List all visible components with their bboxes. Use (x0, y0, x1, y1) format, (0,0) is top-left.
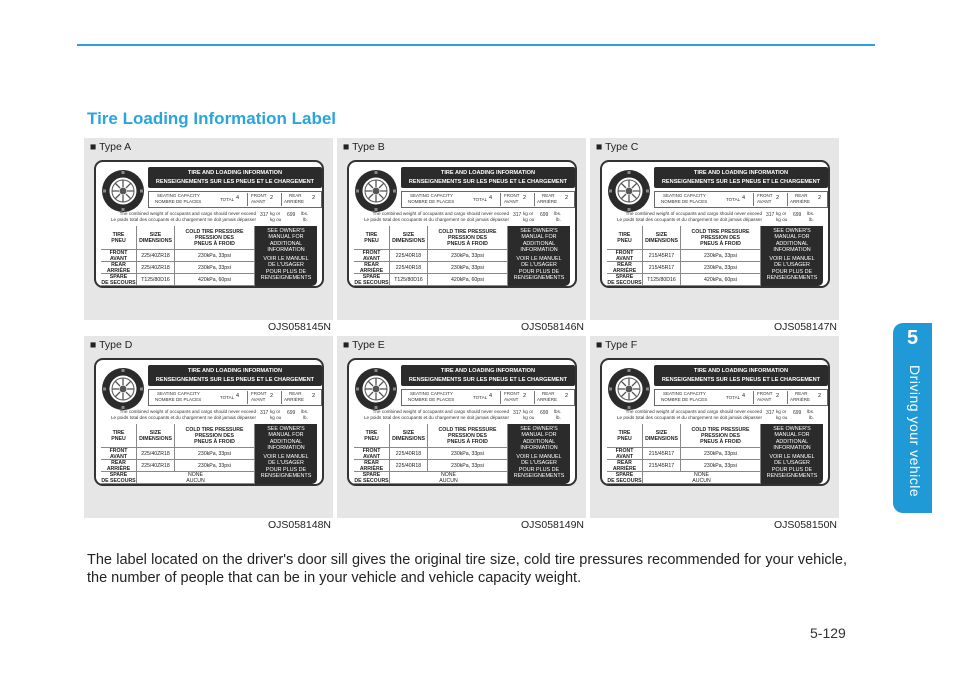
front-pressure: 230kPa, 33psi (681, 250, 761, 262)
spare-row-label: SPARE DE SECOURS (607, 273, 642, 286)
rear-row-label: REAR ARRIÈRE (354, 262, 390, 274)
front-seat-value: 2 (523, 393, 527, 399)
header-en: TIRE AND LOADING INFORMATION (693, 368, 789, 374)
tire-label (94, 358, 324, 486)
spare-none: NONE AUCUN (643, 472, 761, 484)
label-panel (590, 138, 839, 333)
label-panel (590, 336, 839, 531)
owners-manual-note: SEE OWNER'S MANUAL FOR ADDITIONAL INFORMATION VOIR LE MANUEL DE L'USAGER POUR PLUS DE RENSEIGNEMENTS (508, 226, 570, 286)
lbs-unit: lbs. (554, 409, 562, 414)
lbs-value: 699 (793, 212, 802, 218)
note-en: The combined weight of occupants and cargo should never exceed (119, 211, 256, 216)
pressure-col-header: COLD TIRE PRESSURE PRESSION DES PNEUS À FROID (681, 226, 761, 250)
tire-icon (353, 168, 399, 214)
seating-fr: NOMBRE DE PLACES (661, 199, 708, 204)
tire-table (607, 424, 823, 484)
kg-unit-fr: kg ou (523, 415, 535, 420)
front-seat-fr: AVANT (251, 199, 266, 204)
total-label: TOTAL (220, 197, 235, 202)
lbs-value: 699 (287, 212, 296, 218)
label-panel (84, 336, 333, 531)
spare-size: T125/80D16 (390, 274, 428, 286)
label-header (401, 365, 575, 386)
tire-icon (606, 366, 652, 412)
pressure-col-header: COLD TIRE PRESSURE PRESSION DES PNEUS À FROID (681, 424, 761, 448)
seating-fr: NOMBRE DE PLACES (661, 397, 708, 402)
kg-value: 317 (260, 410, 269, 416)
lbs-value: 699 (793, 410, 802, 416)
panel-type: ■ Type F (596, 339, 638, 351)
front-pressure: 230kPa, 33psi (428, 448, 508, 460)
spare-size: T125/80D16 (137, 274, 175, 286)
label-header (654, 365, 828, 386)
caption-text: The label located on the driver's door sill gives the original tire size, cold tire pressures recommended for your vehicle, the number of people that can be in your vehicle and vehicle capacity weight. (87, 552, 847, 586)
seating-en: SEATING CAPACITY (663, 391, 706, 396)
note-fr: Le poids total des occupants et du chargement ne doit jamais dépasser (616, 217, 762, 222)
label-panel (337, 336, 586, 531)
tire-table (101, 424, 317, 484)
size-col-header: SIZE DIMENSIONS (390, 226, 428, 250)
lbs-unit-fr: lb. (556, 415, 561, 420)
header-en: TIRE AND LOADING INFORMATION (693, 170, 789, 176)
tire-col-header: TIRE PNEU (607, 424, 643, 448)
kg-unit: kg or (776, 409, 787, 414)
note-en: The combined weight of occupants and cargo should never exceed (625, 211, 762, 216)
rear-size: 225/40ZR18 (137, 262, 175, 274)
spare-pressure: 420kPa, 60psi (428, 274, 508, 286)
pressure-col-header: COLD TIRE PRESSURE PRESSION DES PNEUS À FROID (428, 424, 508, 448)
label-header (401, 167, 575, 188)
lbs-value: 699 (540, 410, 549, 416)
front-row-label: FRONT AVANT (354, 250, 390, 262)
total-label: TOTAL (220, 395, 235, 400)
kg-unit-fr: kg ou (776, 415, 788, 420)
tire-icon (606, 168, 652, 214)
tire-table (354, 226, 570, 286)
total-value: 4 (489, 393, 493, 399)
owners-manual-note: SEE OWNER'S MANUAL FOR ADDITIONAL INFORMATION VOIR LE MANUEL DE L'USAGER POUR PLUS DE RENSEIGNEMENTS (761, 226, 823, 286)
front-row-label: FRONT AVANT (101, 448, 137, 460)
tire-col-header: TIRE PNEU (607, 226, 643, 250)
kg-unit: kg or (523, 211, 534, 216)
rear-pressure: 230kPa, 33psi (428, 460, 508, 472)
rear-seat-en: REAR (289, 193, 302, 198)
rear-size: 225/40R18 (390, 262, 428, 274)
size-col-header: SIZE DIMENSIONS (137, 424, 175, 448)
note-fr: Le poids total des occupants et du chargement ne doit jamais dépasser (616, 415, 762, 420)
kg-value: 317 (766, 212, 775, 218)
rear-seat-fr: ARRIÈRE (790, 397, 811, 402)
front-row-label: FRONT AVANT (101, 250, 137, 262)
total-label: TOTAL (473, 395, 488, 400)
rear-row-label: REAR ARRIÈRE (101, 262, 137, 274)
spare-row-label: SPARE DE SECOURS (354, 471, 389, 484)
chapter-name: Driving your vehicle (907, 365, 923, 498)
seating-en: SEATING CAPACITY (157, 193, 200, 198)
lbs-unit: lbs. (301, 409, 309, 414)
pressure-col-header: COLD TIRE PRESSURE PRESSION DES PNEUS À FROID (175, 226, 255, 250)
total-value: 4 (742, 393, 746, 399)
front-seat-fr: AVANT (757, 199, 772, 204)
image-code: OJS058150N (773, 519, 837, 531)
kg-unit: kg or (270, 409, 281, 414)
owners-manual-note: SEE OWNER'S MANUAL FOR ADDITIONAL INFORMATION VOIR LE MANUEL DE L'USAGER POUR PLUS DE RENSEIGNEMENTS (255, 424, 317, 484)
spare-pressure: 420kPa, 60psi (681, 274, 761, 286)
header-en: TIRE AND LOADING INFORMATION (440, 368, 536, 374)
spare-pressure: 420kPa, 60psi (175, 274, 255, 286)
total-label: TOTAL (726, 197, 741, 202)
rear-seat-en: REAR (542, 193, 555, 198)
tire-icon (100, 366, 146, 412)
lbs-unit-fr: lb. (556, 217, 561, 222)
lbs-unit-fr: lb. (809, 415, 814, 420)
lbs-unit-fr: lb. (809, 217, 814, 222)
front-seat-fr: AVANT (504, 199, 519, 204)
top-rule (77, 44, 875, 46)
front-size: 225/40ZR18 (137, 250, 175, 262)
lbs-unit: lbs. (807, 409, 815, 414)
header-en: TIRE AND LOADING INFORMATION (187, 368, 283, 374)
spare-size: T125/80D16 (643, 274, 681, 286)
size-col-header: SIZE DIMENSIONS (643, 226, 681, 250)
spare-row-label: SPARE DE SECOURS (101, 471, 136, 484)
tire-table (101, 226, 317, 286)
header-en: TIRE AND LOADING INFORMATION (440, 170, 536, 176)
pressure-col-header: COLD TIRE PRESSURE PRESSION DES PNEUS À FROID (428, 226, 508, 250)
rear-pressure: 230kPa, 33psi (681, 262, 761, 274)
header-en: TIRE AND LOADING INFORMATION (187, 170, 283, 176)
rear-row-label: REAR ARRIÈRE (101, 460, 137, 472)
header-fr: RENSEIGNEMENTS SUR LES PNEUS ET LE CHARGEMENT (155, 179, 315, 185)
kg-unit-fr: kg ou (270, 415, 282, 420)
rear-seat-fr: ARRIÈRE (790, 199, 811, 204)
front-size: 215/45R17 (643, 250, 681, 262)
total-label: TOTAL (473, 197, 488, 202)
lbs-value: 699 (287, 410, 296, 416)
note-en: The combined weight of occupants and cargo should never exceed (119, 409, 256, 414)
label-header (148, 167, 322, 188)
lbs-unit-fr: lb. (303, 217, 308, 222)
rear-pressure: 230kPa, 33psi (681, 460, 761, 472)
tire-icon (100, 168, 146, 214)
front-seat-en: FRONT (251, 391, 267, 396)
front-seat-value: 2 (776, 195, 780, 201)
image-code: OJS058148N (267, 519, 331, 531)
seating-box (148, 191, 322, 208)
tire-icon (353, 366, 399, 412)
image-code: OJS058149N (520, 519, 584, 531)
rear-seat-value: 2 (565, 393, 569, 399)
rear-size: 225/40ZR18 (137, 460, 175, 472)
seating-fr: NOMBRE DE PLACES (155, 199, 202, 204)
front-pressure: 230kPa, 33psi (175, 250, 255, 262)
rear-seat-fr: ARRIÈRE (537, 397, 558, 402)
tire-label (347, 358, 577, 486)
total-value: 4 (236, 393, 240, 399)
kg-value: 317 (766, 410, 775, 416)
front-pressure: 230kPa, 33psi (428, 250, 508, 262)
rear-seat-value: 2 (818, 393, 822, 399)
front-pressure: 230kPa, 33psi (175, 448, 255, 460)
rear-seat-en: REAR (542, 391, 555, 396)
front-row-label: FRONT AVANT (354, 448, 390, 460)
seating-box (401, 191, 575, 208)
pressure-col-header: COLD TIRE PRESSURE PRESSION DES PNEUS À FROID (175, 424, 255, 448)
kg-unit: kg or (523, 409, 534, 414)
tire-col-header: TIRE PNEU (354, 226, 390, 250)
rear-row-label: REAR ARRIÈRE (607, 262, 643, 274)
tire-label (600, 358, 830, 486)
tire-col-header: TIRE PNEU (101, 226, 137, 250)
front-seat-en: FRONT (251, 193, 267, 198)
note-en: The combined weight of occupants and cargo should never exceed (625, 409, 762, 414)
rear-size: 225/40R18 (390, 460, 428, 472)
rear-seat-value: 2 (565, 195, 569, 201)
rear-size: 215/45R17 (643, 262, 681, 274)
total-value: 4 (236, 195, 240, 201)
front-pressure: 230kPa, 33psi (681, 448, 761, 460)
seating-fr: NOMBRE DE PLACES (155, 397, 202, 402)
header-fr: RENSEIGNEMENTS SUR LES PNEUS ET LE CHARGEMENT (408, 377, 568, 383)
owners-manual-note: SEE OWNER'S MANUAL FOR ADDITIONAL INFORMATION VOIR LE MANUEL DE L'USAGER POUR PLUS DE RENSEIGNEMENTS (761, 424, 823, 484)
page-number: 5-129 (810, 625, 846, 641)
rear-seat-fr: ARRIÈRE (537, 199, 558, 204)
label-panel (337, 138, 586, 333)
owners-manual-note: SEE OWNER'S MANUAL FOR ADDITIONAL INFORMATION VOIR LE MANUEL DE L'USAGER POUR PLUS DE RENSEIGNEMENTS (255, 226, 317, 286)
rear-seat-en: REAR (795, 391, 808, 396)
lbs-unit: lbs. (301, 211, 309, 216)
kg-unit-fr: kg ou (270, 217, 282, 222)
panel-type: ■ Type A (90, 141, 132, 153)
note-en: The combined weight of occupants and cargo should never exceed (372, 409, 509, 414)
chapter-number: 5 (906, 327, 919, 349)
seating-fr: NOMBRE DE PLACES (408, 397, 455, 402)
front-seat-value: 2 (270, 393, 274, 399)
image-code: OJS058145N (267, 321, 331, 333)
panel-type: ■ Type E (343, 339, 385, 351)
note-fr: Le poids total des occupants et du chargement ne doit jamais dépasser (363, 415, 509, 420)
seating-box (148, 389, 322, 406)
rear-row-label: REAR ARRIÈRE (354, 460, 390, 472)
kg-unit-fr: kg ou (776, 217, 788, 222)
front-seat-fr: AVANT (757, 397, 772, 402)
header-fr: RENSEIGNEMENTS SUR LES PNEUS ET LE CHARGEMENT (661, 377, 821, 383)
kg-unit-fr: kg ou (523, 217, 535, 222)
front-seat-en: FRONT (757, 391, 773, 396)
spare-row-label: SPARE DE SECOURS (607, 471, 642, 484)
image-code: OJS058146N (520, 321, 584, 333)
section-title: Tire Loading Information Label (87, 109, 337, 128)
tire-label (600, 160, 830, 288)
rear-pressure: 230kPa, 33psi (175, 262, 255, 274)
spare-row-label: SPARE DE SECOURS (354, 273, 389, 286)
seating-fr: NOMBRE DE PLACES (408, 199, 455, 204)
image-code: OJS058147N (773, 321, 837, 333)
spare-none: NONE AUCUN (390, 472, 508, 484)
front-seat-en: FRONT (504, 193, 520, 198)
tire-label (94, 160, 324, 288)
panel-type: ■ Type C (596, 141, 639, 153)
note-fr: Le poids total des occupants et du chargement ne doit jamais dépasser (110, 415, 256, 420)
total-label: TOTAL (726, 395, 741, 400)
label-header (654, 167, 828, 188)
rear-seat-fr: ARRIÈRE (284, 397, 305, 402)
label-panel (84, 138, 333, 333)
rear-seat-value: 2 (312, 195, 316, 201)
rear-pressure: 230kPa, 33psi (428, 262, 508, 274)
rear-seat-en: REAR (795, 193, 808, 198)
tire-col-header: TIRE PNEU (101, 424, 137, 448)
front-seat-value: 2 (523, 195, 527, 201)
lbs-unit: lbs. (807, 211, 815, 216)
owners-manual-note: SEE OWNER'S MANUAL FOR ADDITIONAL INFORMATION VOIR LE MANUEL DE L'USAGER POUR PLUS DE RENSEIGNEMENTS (508, 424, 570, 484)
front-seat-value: 2 (776, 393, 780, 399)
seating-box (401, 389, 575, 406)
tire-label (347, 160, 577, 288)
front-seat-fr: AVANT (251, 397, 266, 402)
front-row-label: FRONT AVANT (607, 250, 643, 262)
note-fr: Le poids total des occupants et du chargement ne doit jamais dépasser (363, 217, 509, 222)
rear-seat-value: 2 (818, 195, 822, 201)
rear-pressure: 230kPa, 33psi (175, 460, 255, 472)
spare-row-label: SPARE DE SECOURS (101, 273, 136, 286)
seating-box (654, 389, 828, 406)
header-fr: RENSEIGNEMENTS SUR LES PNEUS ET LE CHARGEMENT (661, 179, 821, 185)
front-seat-en: FRONT (504, 391, 520, 396)
note-fr: Le poids total des occupants et du chargement ne doit jamais dépasser (110, 217, 256, 222)
spare-none: NONE AUCUN (137, 472, 255, 484)
front-size: 225/40ZR18 (137, 448, 175, 460)
front-seat-fr: AVANT (504, 397, 519, 402)
note-en: The combined weight of occupants and cargo should never exceed (372, 211, 509, 216)
size-col-header: SIZE DIMENSIONS (390, 424, 428, 448)
front-row-label: FRONT AVANT (607, 448, 643, 460)
kg-value: 317 (260, 212, 269, 218)
panel-type: ■ Type B (343, 141, 385, 153)
front-seat-en: FRONT (757, 193, 773, 198)
rear-row-label: REAR ARRIÈRE (607, 460, 643, 472)
seating-en: SEATING CAPACITY (663, 193, 706, 198)
size-col-header: SIZE DIMENSIONS (643, 424, 681, 448)
seating-box (654, 191, 828, 208)
lbs-unit-fr: lb. (303, 415, 308, 420)
front-size: 225/40R18 (390, 448, 428, 460)
size-col-header: SIZE DIMENSIONS (137, 226, 175, 250)
header-fr: RENSEIGNEMENTS SUR LES PNEUS ET LE CHARGEMENT (155, 377, 315, 383)
panel-type: ■ Type D (90, 339, 133, 351)
rear-seat-fr: ARRIÈRE (284, 199, 305, 204)
header-fr: RENSEIGNEMENTS SUR LES PNEUS ET LE CHARGEMENT (408, 179, 568, 185)
front-size: 225/40R18 (390, 250, 428, 262)
lbs-value: 699 (540, 212, 549, 218)
seating-en: SEATING CAPACITY (410, 193, 453, 198)
front-size: 215/45R17 (643, 448, 681, 460)
kg-unit: kg or (776, 211, 787, 216)
label-header (148, 365, 322, 386)
rear-seat-value: 2 (312, 393, 316, 399)
lbs-unit: lbs. (554, 211, 562, 216)
tire-table (354, 424, 570, 484)
kg-unit: kg or (270, 211, 281, 216)
total-value: 4 (489, 195, 493, 201)
tire-table (607, 226, 823, 286)
rear-seat-en: REAR (289, 391, 302, 396)
front-seat-value: 2 (270, 195, 274, 201)
seating-en: SEATING CAPACITY (410, 391, 453, 396)
total-value: 4 (742, 195, 746, 201)
kg-value: 317 (513, 410, 522, 416)
tire-col-header: TIRE PNEU (354, 424, 390, 448)
seating-en: SEATING CAPACITY (157, 391, 200, 396)
rear-size: 215/45R17 (643, 460, 681, 472)
kg-value: 317 (513, 212, 522, 218)
